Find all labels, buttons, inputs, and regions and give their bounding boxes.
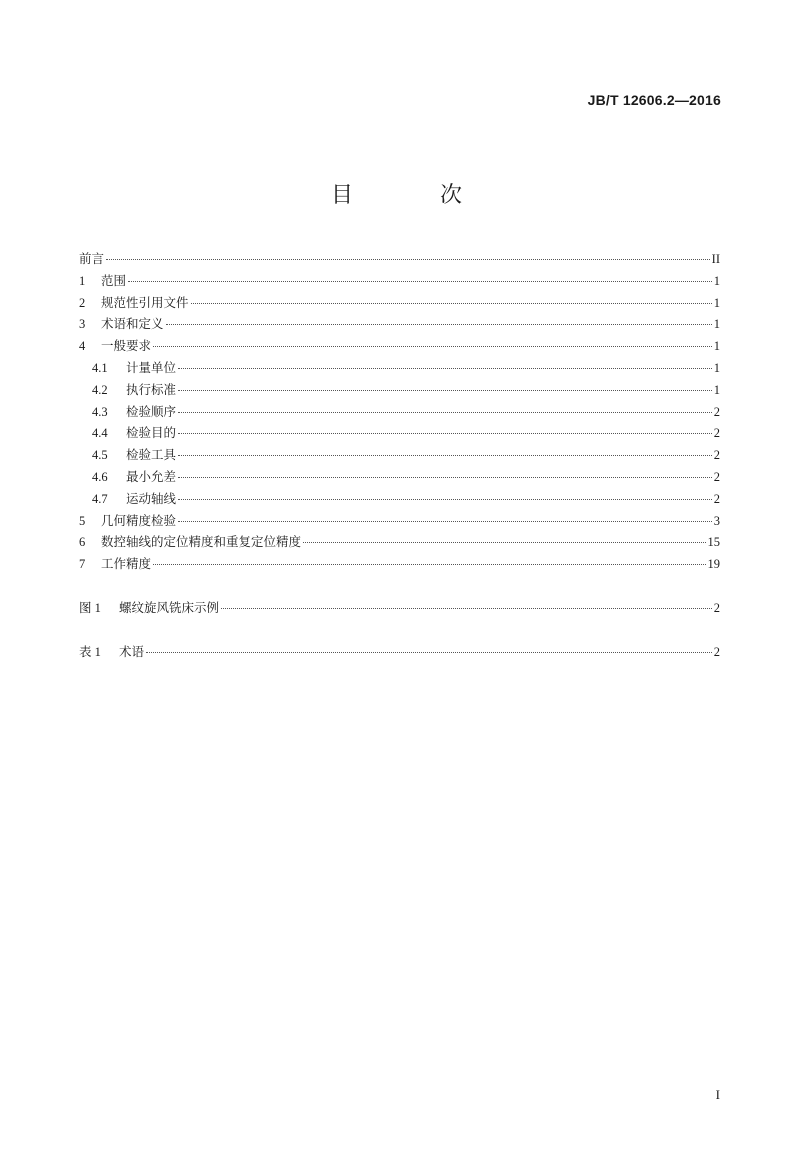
leader-dots <box>178 412 712 413</box>
section-gap <box>79 619 720 641</box>
toc-entry-page: 3 <box>713 513 720 528</box>
leader-dots <box>178 455 712 456</box>
toc-entry-page: 2 <box>713 600 720 615</box>
toc-entry-page: 1 <box>713 360 720 375</box>
toc-entry-label: 前言 <box>79 251 105 266</box>
leader-dots <box>153 564 705 565</box>
toc-entry-label: 术语和定义 <box>101 316 164 332</box>
toc-entry-page: 1 <box>713 317 720 332</box>
toc-entry-2[interactable] <box>79 292 720 314</box>
toc-entry-4-6[interactable] <box>79 466 720 488</box>
leader-dots <box>153 346 712 347</box>
toc-entry-table-1[interactable] <box>79 641 720 663</box>
toc-entry-label: 术语 <box>119 643 145 659</box>
toc-entry-3[interactable] <box>79 313 720 335</box>
toc-entry-number: 5 <box>79 513 86 528</box>
standard-number: JB/T 12606.2—2016 <box>587 92 721 108</box>
toc-entry-page: 2 <box>713 644 720 659</box>
toc-entry-page: 1 <box>713 295 720 310</box>
leader-dots <box>303 542 705 543</box>
toc-entry-1[interactable] <box>79 270 720 292</box>
toc-entry-page: 1 <box>713 273 720 288</box>
toc-entry-number: 4.4 <box>92 426 108 441</box>
toc-entry-label: 一般要求 <box>101 338 152 354</box>
table-of-contents <box>79 248 720 663</box>
toc-entry-number: 4.7 <box>92 491 108 506</box>
leader-dots <box>178 368 712 369</box>
toc-entry-label: 几何精度检验 <box>101 512 177 528</box>
toc-entry-number: 4.6 <box>92 469 108 484</box>
toc-entry-page: 2 <box>713 448 720 463</box>
leader-dots <box>191 303 712 304</box>
toc-entry-number: 7 <box>79 557 86 572</box>
toc-entry-page: 2 <box>713 404 720 419</box>
toc-entry-6[interactable] <box>79 531 720 553</box>
leader-dots <box>146 652 712 653</box>
toc-entry-4-4[interactable] <box>79 422 720 444</box>
toc-entry-figure-1[interactable] <box>79 597 720 619</box>
leader-dots <box>178 499 712 500</box>
page-number: I <box>715 1087 720 1102</box>
toc-entry-4-3[interactable] <box>79 401 720 423</box>
section-gap <box>79 575 720 597</box>
toc-entry-5[interactable] <box>79 510 720 532</box>
leader-dots <box>178 521 712 522</box>
leader-dots <box>178 390 712 391</box>
leader-dots <box>221 608 712 609</box>
toc-entry-preface[interactable] <box>79 248 720 270</box>
toc-entry-number: 1 <box>79 273 86 288</box>
toc-entry-4-2[interactable] <box>79 379 720 401</box>
toc-entry-page: 15 <box>707 535 720 550</box>
toc-entry-label: 数控轴线的定位精度和重复定位精度 <box>101 534 302 550</box>
toc-entry-label: 工作精度 <box>101 556 152 572</box>
toc-entry-4-1[interactable] <box>79 357 720 379</box>
toc-entry-label: 最小允差 <box>126 468 177 484</box>
toc-entry-label: 运动轴线 <box>126 490 177 506</box>
toc-entry-page: 1 <box>713 382 720 397</box>
toc-entry-page: 1 <box>713 339 720 354</box>
toc-entry-number: 表 1 <box>79 644 101 659</box>
toc-entry-number: 4.5 <box>92 448 108 463</box>
toc-entry-4-7[interactable] <box>79 488 720 510</box>
toc-entry-label: 检验工具 <box>126 447 177 463</box>
toc-entry-page: II <box>711 252 720 266</box>
toc-entry-label: 螺纹旋风铣床示例 <box>119 599 220 615</box>
toc-entry-label: 范围 <box>101 272 127 288</box>
toc-entry-number: 4.1 <box>92 360 108 375</box>
leader-dots <box>178 477 712 478</box>
toc-entry-4[interactable] <box>79 335 720 357</box>
toc-entry-number: 3 <box>79 317 86 332</box>
toc-entry-label: 执行标准 <box>126 381 177 397</box>
toc-entry-label: 检验目的 <box>126 425 177 441</box>
toc-entry-page: 2 <box>713 491 720 506</box>
toc-entry-page: 19 <box>707 557 720 572</box>
toc-entry-label: 规范性引用文件 <box>101 294 189 310</box>
toc-entry-page: 2 <box>713 426 720 441</box>
leader-dots <box>128 281 712 282</box>
toc-entry-label: 检验顺序 <box>126 403 177 419</box>
toc-entry-label: 计量单位 <box>126 359 177 375</box>
toc-entry-number: 6 <box>79 535 86 550</box>
toc-entry-number: 4.2 <box>92 382 108 397</box>
toc-entry-4-5[interactable] <box>79 444 720 466</box>
leader-dots <box>178 433 712 434</box>
toc-entry-number: 4 <box>79 339 86 354</box>
toc-entry-number: 4.3 <box>92 404 108 419</box>
page-title: 目 次 <box>331 183 502 208</box>
leader-dots <box>106 259 710 260</box>
toc-entry-number: 2 <box>79 295 86 310</box>
leader-dots <box>166 324 712 325</box>
toc-entry-page: 2 <box>713 469 720 484</box>
toc-entry-7[interactable] <box>79 553 720 575</box>
toc-entry-number: 图 1 <box>79 600 101 615</box>
